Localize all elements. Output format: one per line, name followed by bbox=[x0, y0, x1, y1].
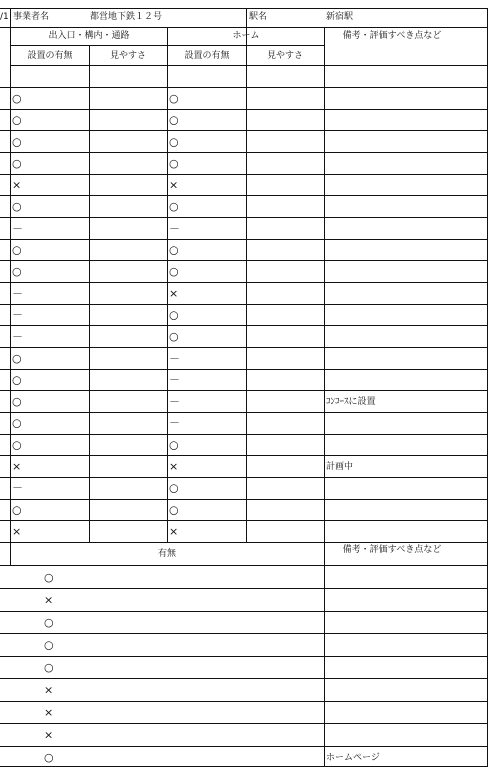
entrance-installed-mark: ○ bbox=[12, 395, 22, 409]
table-row bbox=[12, 525, 178, 538]
table-grid-lines bbox=[0, 8, 488, 767]
table-row bbox=[44, 706, 53, 719]
table-row bbox=[12, 135, 179, 148]
entrance-installed-mark: ○ bbox=[12, 113, 22, 127]
table-row bbox=[12, 308, 179, 321]
lower-table-body bbox=[44, 571, 380, 764]
entrance-visibility-header: 見やすさ bbox=[109, 51, 147, 61]
upper-remarks-header: 備考・評価すべき点など bbox=[342, 31, 442, 41]
platform-installed-mark: － bbox=[169, 416, 180, 430]
platform-visibility-header: 見やすさ bbox=[266, 51, 304, 61]
platform-installed-header: 設置の有無 bbox=[184, 51, 230, 61]
platform-installed-mark: × bbox=[169, 178, 179, 192]
presence-mark: × bbox=[44, 705, 54, 719]
remark-text: 計画中 bbox=[326, 462, 354, 473]
table-row bbox=[12, 222, 180, 235]
table-row bbox=[12, 114, 179, 127]
entrance-installed-mark: × bbox=[12, 460, 22, 474]
entrance-installed-mark: ○ bbox=[12, 265, 22, 279]
table-row bbox=[12, 157, 179, 170]
table-row bbox=[44, 661, 54, 674]
entrance-group-header: 出入口・構内・通路 bbox=[48, 31, 130, 41]
entrance-installed-mark: ○ bbox=[12, 373, 22, 387]
presence-mark: ○ bbox=[44, 750, 54, 764]
platform-installed-mark: ○ bbox=[169, 156, 179, 170]
entrance-installed-mark: ○ bbox=[12, 135, 22, 149]
table-row bbox=[12, 482, 179, 495]
entrance-installed-mark: － bbox=[12, 481, 23, 495]
presence-mark: ○ bbox=[44, 615, 54, 629]
table-row bbox=[44, 616, 54, 629]
platform-installed-mark: ○ bbox=[169, 113, 179, 127]
presence-mark: × bbox=[44, 683, 54, 697]
entrance-installed-mark: ○ bbox=[12, 351, 22, 365]
presence-mark: × bbox=[44, 593, 54, 607]
table-row bbox=[12, 92, 179, 105]
remark-text: ｺﾝｺｰｽに設置 bbox=[326, 397, 376, 408]
table-row bbox=[12, 200, 179, 213]
upper-table-body bbox=[12, 92, 376, 538]
table-row bbox=[12, 330, 179, 343]
table-row bbox=[44, 571, 54, 584]
presence-header: 有無 bbox=[157, 549, 177, 559]
table-row bbox=[12, 287, 178, 300]
platform-group-header: ホーム bbox=[232, 31, 260, 41]
entrance-installed-mark: × bbox=[12, 524, 22, 538]
platform-installed-mark: － bbox=[169, 221, 180, 235]
entrance-installed-mark: ○ bbox=[12, 91, 22, 105]
table-row bbox=[12, 373, 180, 386]
platform-installed-mark: ○ bbox=[169, 265, 179, 279]
platform-installed-mark: ○ bbox=[169, 330, 179, 344]
table-row bbox=[12, 417, 180, 430]
station-label: 駅名 bbox=[249, 12, 268, 22]
presence-mark: ○ bbox=[44, 638, 54, 652]
table-row bbox=[12, 503, 179, 516]
platform-installed-mark: ○ bbox=[169, 481, 179, 495]
entrance-installed-mark: ○ bbox=[12, 156, 22, 170]
platform-installed-mark: － bbox=[169, 395, 180, 409]
table-row bbox=[12, 460, 353, 473]
platform-installed-mark: × bbox=[169, 460, 179, 474]
entrance-installed-mark: － bbox=[12, 221, 23, 235]
presence-mark: × bbox=[44, 728, 54, 742]
table-row bbox=[12, 352, 180, 365]
platform-installed-mark: － bbox=[169, 351, 180, 365]
entrance-installed-mark: ○ bbox=[12, 438, 22, 452]
entrance-installed-mark: ○ bbox=[12, 503, 22, 517]
table-row bbox=[12, 438, 179, 451]
entrance-installed-mark: × bbox=[12, 178, 22, 192]
platform-installed-mark: ○ bbox=[169, 200, 179, 214]
lower-remarks-header: 備考・評価すべき点など bbox=[342, 545, 442, 555]
entrance-installed-mark: － bbox=[12, 330, 23, 344]
entrance-installed-mark: ○ bbox=[12, 200, 22, 214]
platform-installed-mark: ○ bbox=[169, 308, 179, 322]
platform-installed-mark: × bbox=[169, 524, 179, 538]
entrance-installed-mark: ○ bbox=[12, 243, 22, 257]
platform-installed-mark: × bbox=[169, 286, 179, 300]
operator-name: 都営地下鉄１２号 bbox=[90, 12, 163, 22]
entrance-installed-header: 設置の有無 bbox=[27, 51, 73, 61]
platform-installed-mark: ○ bbox=[169, 503, 179, 517]
table-row bbox=[12, 265, 179, 278]
platform-installed-mark: ○ bbox=[169, 91, 179, 105]
platform-installed-mark: ○ bbox=[169, 135, 179, 149]
platform-installed-mark: ○ bbox=[169, 438, 179, 452]
table-row bbox=[12, 179, 178, 192]
table-row bbox=[44, 751, 380, 764]
entrance-installed-mark: － bbox=[12, 308, 23, 322]
table-row bbox=[44, 593, 53, 606]
operator-label: 事業者名 bbox=[13, 12, 50, 22]
entrance-installed-mark: ○ bbox=[12, 416, 22, 430]
table-row bbox=[12, 244, 179, 257]
table-row bbox=[44, 728, 53, 741]
table-row bbox=[44, 638, 54, 651]
presence-mark: ○ bbox=[44, 570, 54, 584]
table-row bbox=[44, 683, 53, 696]
station-name: 新宿駅 bbox=[326, 12, 354, 22]
remark-text: ホームページ bbox=[326, 752, 380, 763]
platform-installed-mark: － bbox=[169, 373, 180, 387]
entrance-installed-mark: － bbox=[12, 286, 23, 300]
table-row bbox=[12, 395, 376, 408]
presence-mark: ○ bbox=[44, 660, 54, 674]
platform-installed-mark: ○ bbox=[169, 243, 179, 257]
row-number: /1 bbox=[0, 12, 9, 22]
